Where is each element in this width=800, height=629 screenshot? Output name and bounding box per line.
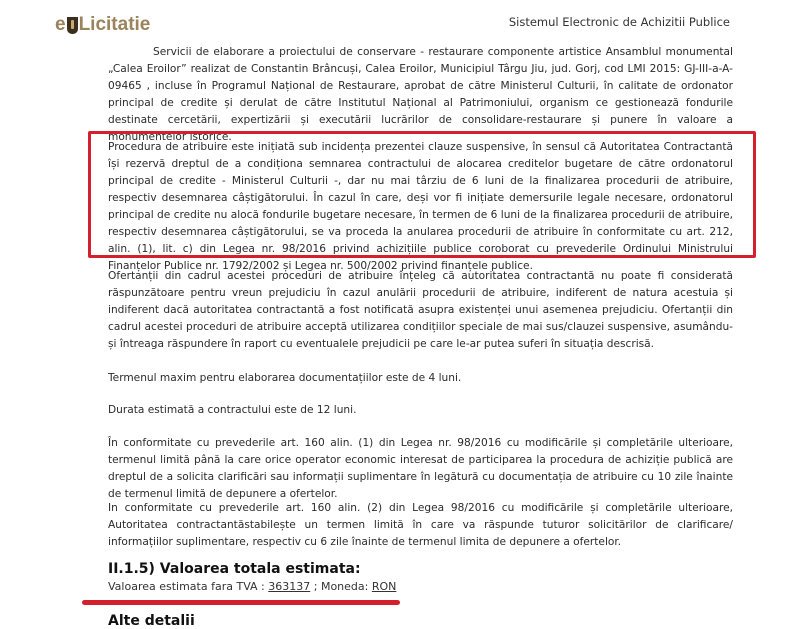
paragraph-duration: Durata estimată a contractului este de 12 luni. (108, 404, 357, 416)
red-underline-annotation (82, 600, 400, 605)
paragraph-description: Servicii de elaborare a proiectului de conservare - restaurare componente artistice Ansamblul monumental „Calea Eroilor” realizat de Constantin Brâncuși, Calea Eroilor, Municipiul Târgu Jiu, jud. Gorj, cod LMI 2015: GJ-III-a-A-09465 , incluse în Programul Național de Restaurare, aprobat de către Ministerul Culturii, în calitate de ordonator principal de credite și derulat de către Institutul Național al Patrimoniului, organism ce gestionează fondurile destinate cercetării, expertizării și executării lucrărilor de consolidare-restaurare și punere în valoare a monumentelor istorice. (108, 46, 733, 143)
next-section-heading: Alte detalii (108, 613, 195, 629)
estimated-value: 363137 (268, 580, 311, 593)
logo-name: Licitatie (78, 14, 151, 35)
red-highlight-box (88, 131, 756, 258)
currency-value: RON (371, 580, 397, 593)
estimated-value-line (108, 580, 396, 593)
logo-prefix: e (55, 14, 66, 35)
currency-label: ; Moneda: (310, 580, 372, 593)
system-title: Sistemul Electronic de Achizitii Publice (508, 15, 730, 29)
page-header (0, 0, 800, 40)
section-title: II.1.5) Valoarea totala estimata: (108, 561, 361, 577)
elicitatie-logo (55, 14, 150, 36)
paragraph-liability: Ofertanții din cadrul acestei proceduri de atribuire înțeleg că autoritatea contractantă nu poate fi considerată răspunzătoare pentru vreun prejudiciu în cazul anulării procedurii de atribuire, indiferent de natura acestuia și indiferent dacă autoritatea contractantă a fost notificată asupra existenței unui asemenea prejudiciu. Ofertanții din cadrul acestei proceduri de atribuire acceptă utilizarea condițiilor speciale de mai sus/clauzei suspensive, asumându-și întreaga răspundere în raport cu eventualele prejudicii pe care le-ar putea suferi în situația descrisă. (108, 270, 733, 350)
paragraph-suspensive-clause: Procedura de atribuire este inițiată sub incidența prezentei clauze suspensive, în sensul că Autoritatea Contractantă își rezervă dreptul de a condiționa semnarea contractului de alocarea creditelor bugetare de către ordonatorul principal de credite - Ministerul Culturii -, dar nu mai târziu de 6 luni de la finalizarea procedurii de atribuire, respectiv desemnarea câștigătorului. În cazul în care, deși vor fi inițiate demersurile legale necesare, ordonatorul principal de credite nu alocă fondurile bugetare necesare, în termen de 6 luni de la finalizarea procedurii de atribuire, respectiv desemnarea câștigătorului, se va proceda la anularea procedurii de atribuire în conformitate cu art. 212, alin. (1), lit. c) din Legea nr. 98/2016 privind achizițiile publice coroborat cu prevederile Ordinului Ministrului Finanțelor Publice nr. 1792/2002 și Legea nr. 500/2002 privind finanțele publice. (108, 141, 733, 272)
shield-icon (67, 17, 78, 34)
paragraph-max-term: Termenul maxim pentru elaborarea documentațiilor este de 4 luni. (108, 372, 462, 384)
value-label: Valoarea estimata fara TVA : (108, 580, 269, 593)
paragraph-response-deadline: In conformitate cu prevederile art. 160 alin. (2) din Legea 98/2016 cu modificările și completările ulterioare, Autoritatea contractantăstabilește un termen limită în care va răspunde tuturor solicitărilor de clarificare/ informațiilor suplimentare, respectiv cu 6 zile înainte de termenul limita de depunere a ofertelor. (108, 502, 733, 548)
paragraph-clarifications-deadline: În conformitate cu prevederile art. 160 alin. (1) din Legea nr. 98/2016 cu modificările și completările ulterioare, termenul limită până la care orice operator economic interesat de participarea la procedura de achiziție publică are dreptul de a solicita clarificări sau informații suplimentare în legătură cu documentația de atribuire cu 10 zile înainte de termenul limită de depunere a ofertelor. (108, 437, 733, 500)
